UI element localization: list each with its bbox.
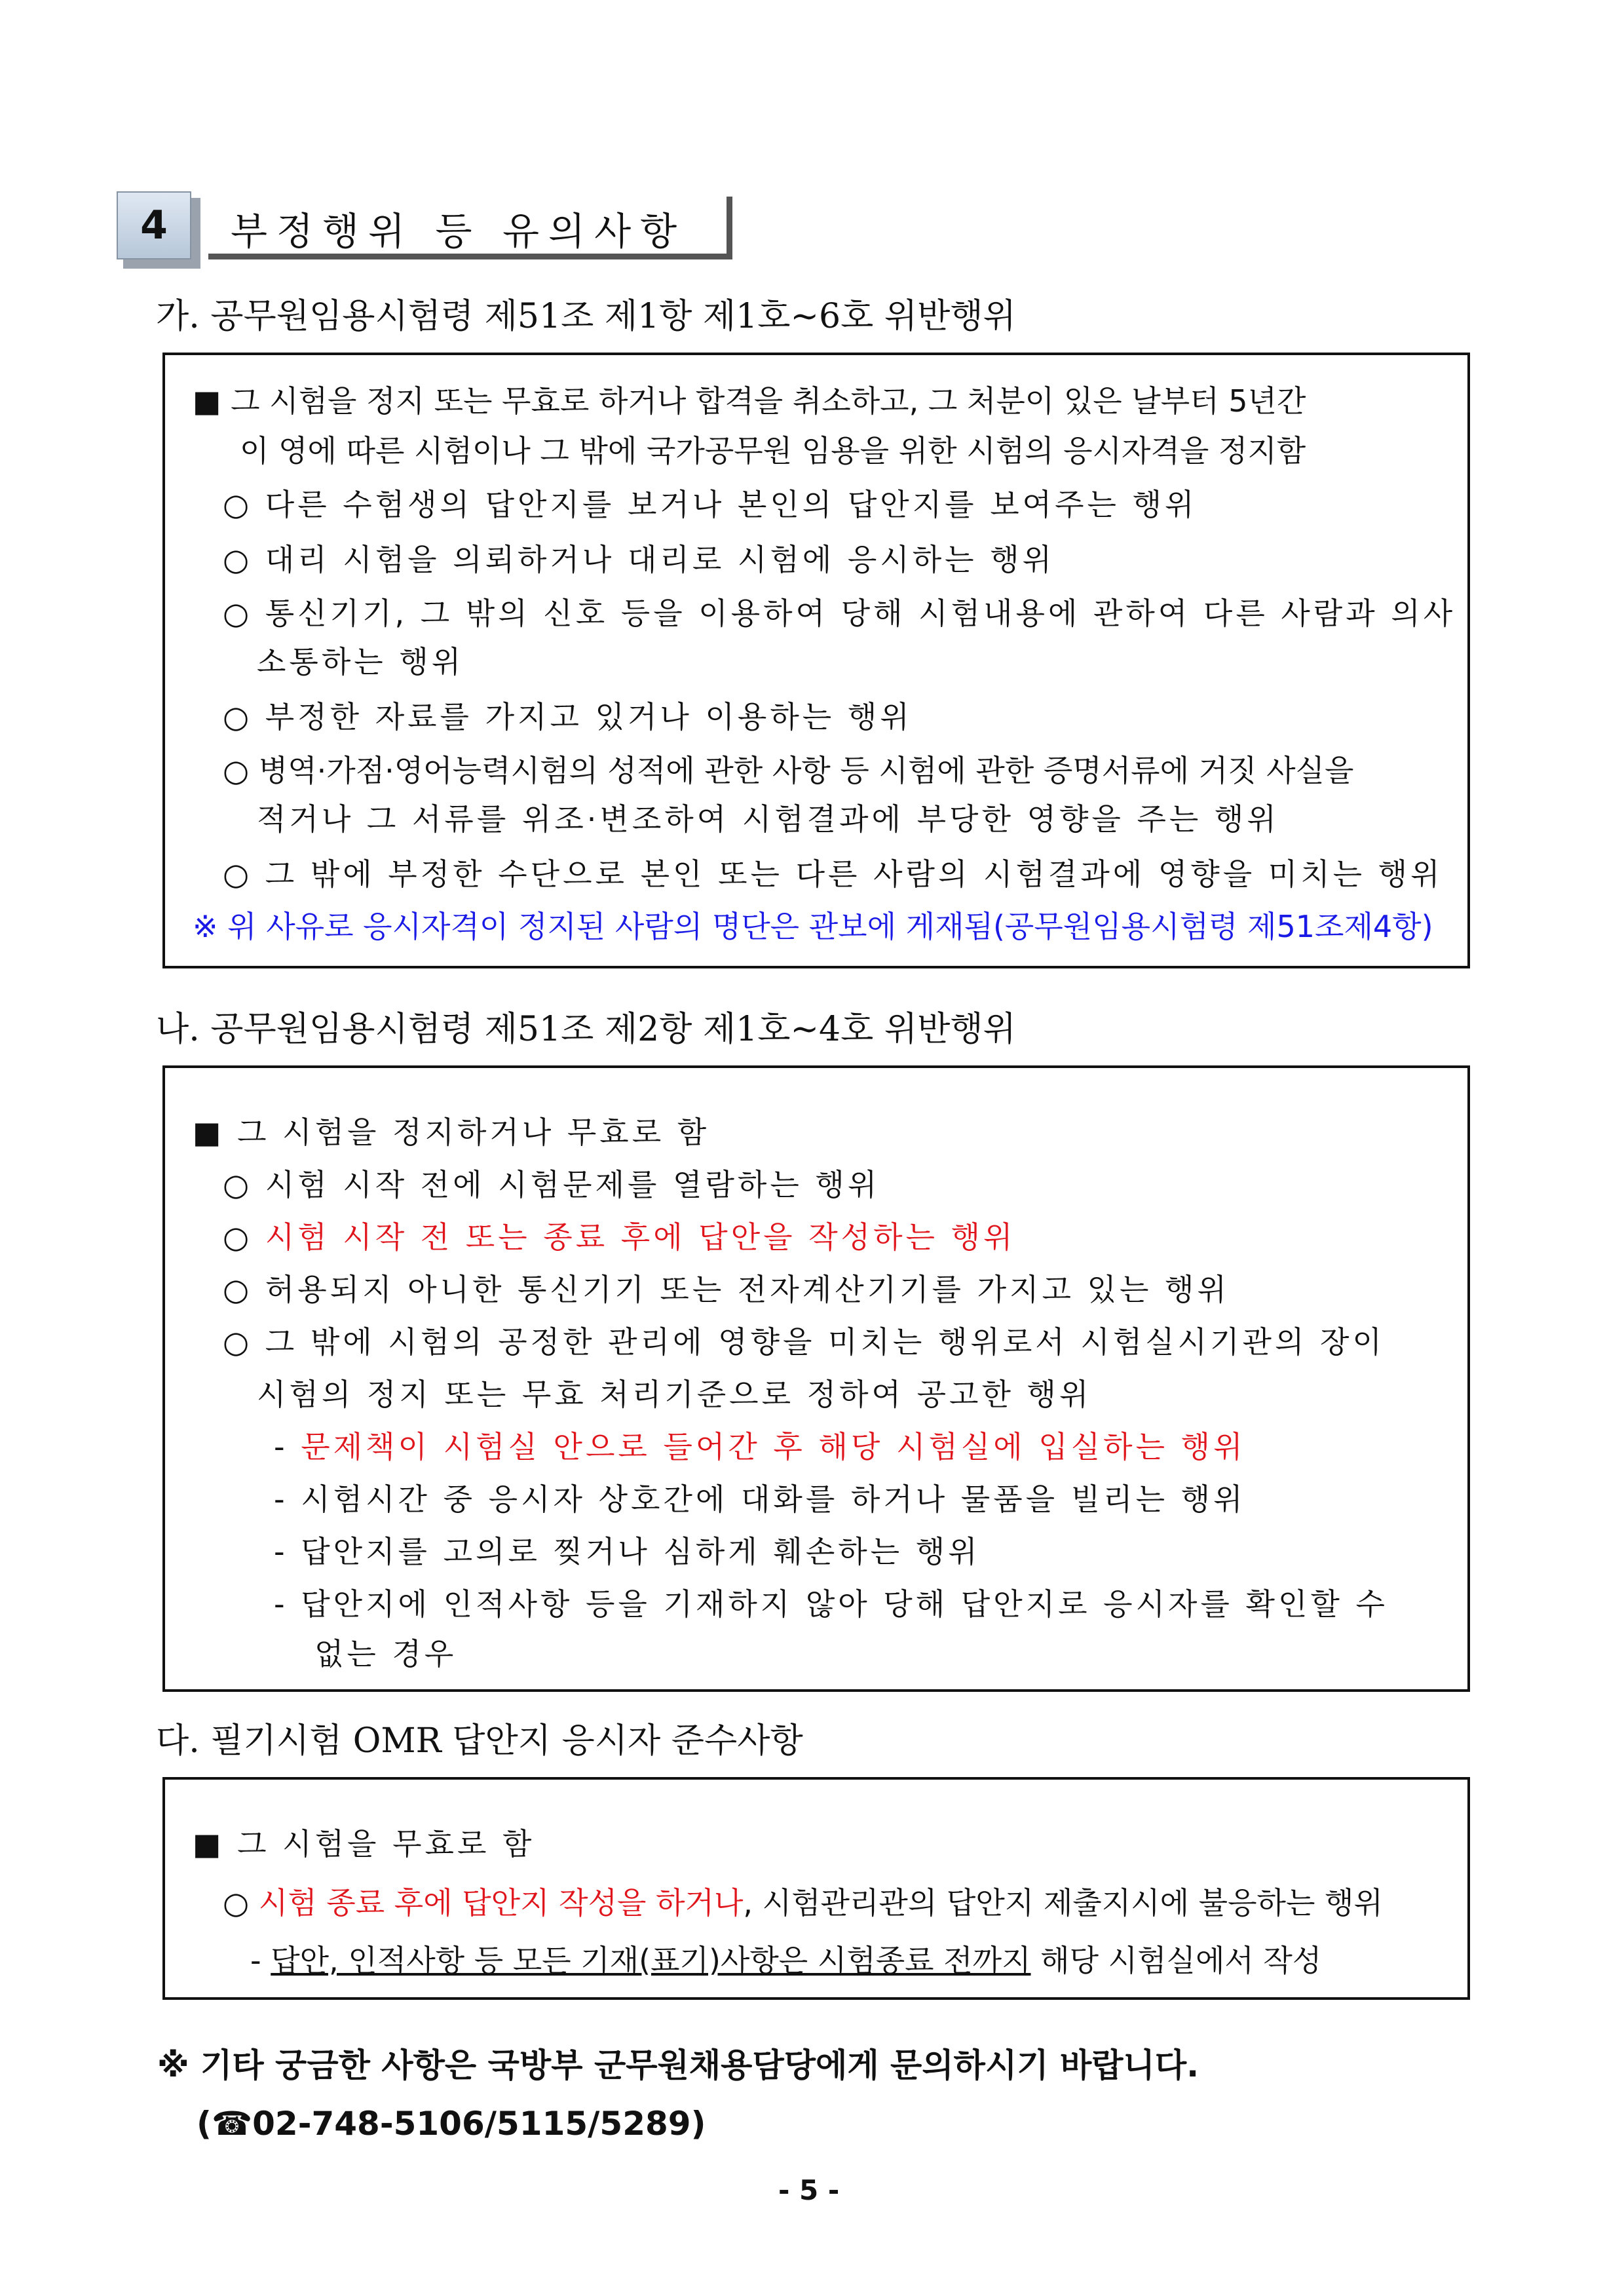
section-c-sub xyxy=(250,1937,1321,1980)
section-c-box xyxy=(162,1777,1470,2000)
section-b-heading: 나. 공무원임용시험령 제51조 제2항 제1호~4호 위반행위 xyxy=(156,1010,1016,1049)
section-title-box xyxy=(208,191,732,259)
section-b-sub-3: - 답안지를 고의로 찢거나 심하게 훼손하는 행위 xyxy=(274,1534,981,1569)
contact-phone: (☎02-748-5106/5115/5289) xyxy=(197,2105,706,2143)
section-c-item xyxy=(223,1879,1383,1923)
section-b-lead: ■ 그 시험을 정지하거나 무효로 함 xyxy=(193,1115,710,1150)
section-c-sub-dash: - xyxy=(250,1943,271,1978)
section-c-item-bullet: ○ xyxy=(223,1885,259,1921)
section-a-note: ※ 위 사유로 응시자격이 정지된 사람의 명단은 관보에 게재됨(공무원임용시험령 제51조제4항) xyxy=(193,909,1433,944)
section-b-sub-2: - 시험시간 중 응시자 상호간에 대화를 하거나 물품을 빌리는 행위 xyxy=(274,1482,1246,1517)
section-b-item-2 xyxy=(223,1214,1015,1257)
contact-note: ※ 기타 궁금한 사항은 국방부 군무원채용담당에게 문의하시기 바랍니다. xyxy=(157,2046,1199,2084)
section-b-sub-1-dash: - xyxy=(274,1429,301,1464)
section-b-item-2-text: 시험 시작 전 또는 종료 후에 답안을 작성하는 행위 xyxy=(265,1219,1016,1255)
section-a-item-5a: ○ 병역·가점·영어능력시험의 성적에 관한 사항 등 시험에 관한 증명서류에 거짓 사실을 xyxy=(223,753,1354,788)
section-c-sub-rest: 해당 시험실에서 작성 xyxy=(1030,1943,1322,1978)
section-a-item-4: ○ 부정한 자료를 가지고 있거나 이용하는 행위 xyxy=(223,699,913,735)
section-a-lead-1: ■ 그 시험을 정지 또는 무효로 하거나 합격을 취소하고, 그 처분이 있은 날부터 5년간 xyxy=(193,383,1306,419)
section-number: 4 xyxy=(117,191,191,259)
section-c-sub-underlined: 답안, 인적사항 등 모든 기재(표기)사항은 시험종료 전까지 xyxy=(271,1943,1031,1978)
section-title: 부정행위 등 유의사항 xyxy=(231,209,687,254)
section-b-sub-1-text: 문제책이 시험실 안으로 들어간 후 해당 시험실에 입실하는 행위 xyxy=(301,1429,1246,1464)
page-number: - 5 - xyxy=(778,2174,840,2206)
section-b-item-1: ○ 시험 시작 전에 시험문제를 열람하는 행위 xyxy=(223,1167,880,1202)
section-c-item-rest: , 시험관리관의 답안지 제출지시에 불응하는 행위 xyxy=(743,1885,1383,1921)
section-b-item-4a: ○ 그 밖에 시험의 공정한 관리에 영향을 미치는 행위로서 시험실시기관의 장이 xyxy=(223,1324,1385,1360)
section-b-item-4b: 시험의 정지 또는 무효 처리기준으로 정하여 공고한 행위 xyxy=(257,1377,1092,1412)
section-b-sub-1 xyxy=(274,1423,1246,1466)
title-box-border-right xyxy=(727,197,732,259)
section-a-heading: 가. 공무원임용시험령 제51조 제1항 제1호~6호 위반행위 xyxy=(156,297,1016,336)
section-b-item-2-bullet: ○ xyxy=(223,1219,265,1255)
section-a-item-1: ○ 다른 수험생의 답안지를 보거나 본인의 답안지를 보여주는 행위 xyxy=(223,487,1198,522)
section-c-lead: ■ 그 시험을 무효로 함 xyxy=(193,1826,535,1862)
section-b-item-3: ○ 허용되지 아니한 통신기기 또는 전자계산기기를 가지고 있는 행위 xyxy=(223,1272,1230,1307)
section-b-sub-4b: 없는 경우 xyxy=(314,1636,457,1672)
section-header xyxy=(117,191,739,269)
section-a-item-3b: 소통하는 행위 xyxy=(257,644,464,679)
section-a-box xyxy=(162,353,1470,968)
section-a-item-3a: ○ 통신기기, 그 밖의 신호 등을 이용하여 당해 시험내용에 관하여 다른 사람과 의사 xyxy=(223,596,1456,631)
section-a-item-5b: 적거나 그 서류를 위조·변조하여 시험결과에 부당한 영향을 주는 행위 xyxy=(257,801,1279,837)
section-c-heading: 다. 필기시험 OMR 답안지 응시자 준수사항 xyxy=(156,1721,803,1761)
section-a-item-6: ○ 그 밖에 부정한 수단으로 본인 또는 다른 사람의 시험결과에 영향을 미치는 행위 xyxy=(223,856,1443,892)
section-a-item-2: ○ 대리 시험을 의뢰하거나 대리로 시험에 응시하는 행위 xyxy=(223,542,1055,577)
section-b-box xyxy=(162,1065,1470,1692)
section-a-lead-2: 이 영에 따른 시험이나 그 밖에 국가공무원 임용을 위한 시험의 응시자격을 정지함 xyxy=(240,433,1306,469)
section-b-sub-4a: - 답안지에 인적사항 등을 기재하지 않아 당해 답안지로 응시자를 확인할 수 xyxy=(274,1586,1388,1622)
section-c-item-red: 시험 종료 후에 답안지 작성을 하거나 xyxy=(258,1885,744,1921)
